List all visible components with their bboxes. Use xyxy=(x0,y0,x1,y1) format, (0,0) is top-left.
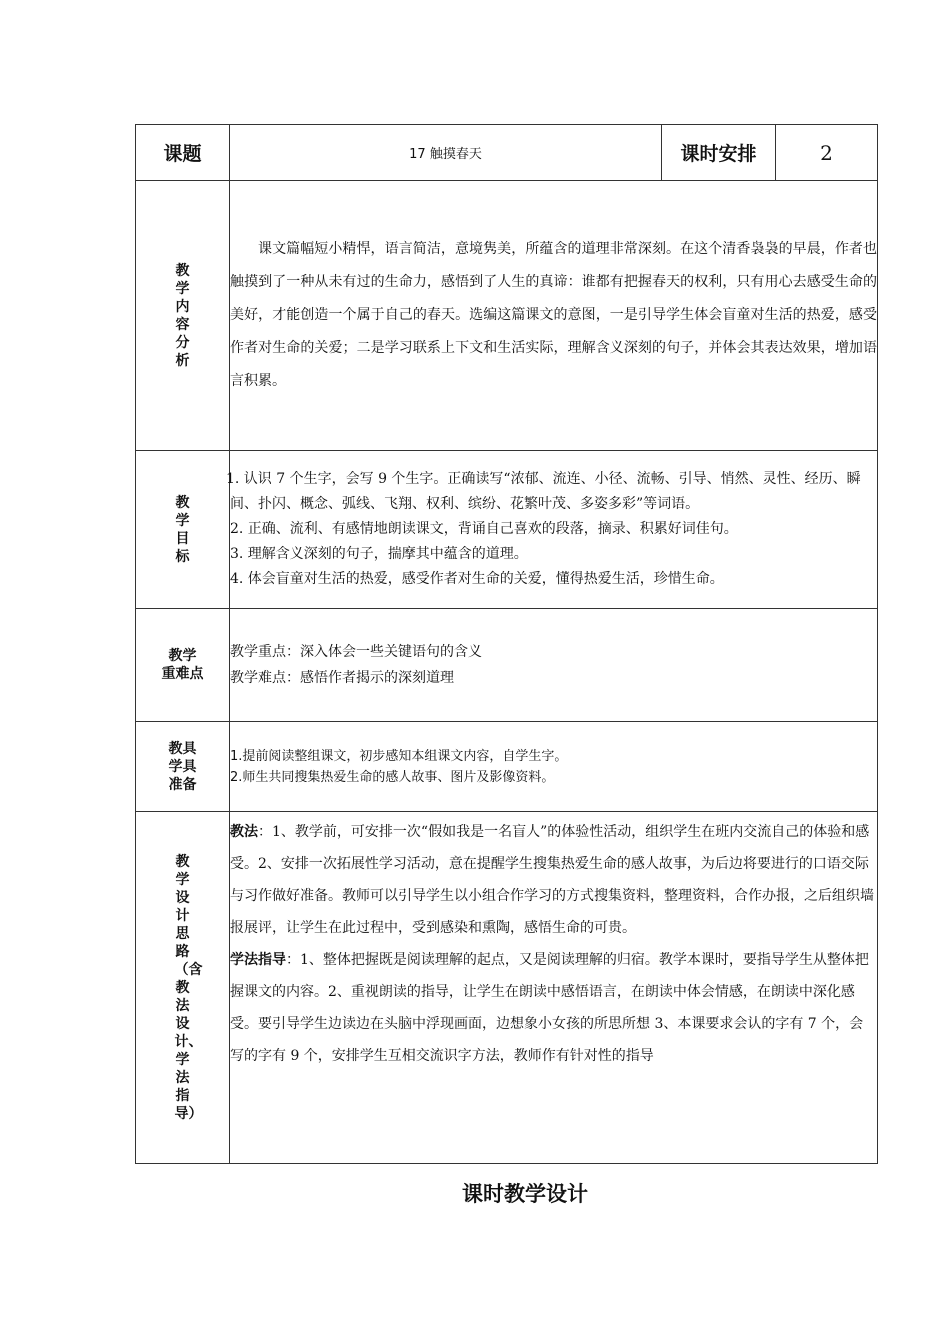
preparation-item: 2.师生共同搜集热爱生命的感人故事、图片及影像资料。 xyxy=(230,769,555,785)
preparation-label-2: 学具 xyxy=(168,758,197,775)
key-points-label-1: 教学 xyxy=(168,648,197,664)
teaching-method-label: 教法 xyxy=(230,824,258,840)
subject-value: 17 触摸春天 xyxy=(230,125,662,181)
lesson-plan-table xyxy=(135,124,878,1164)
methods-label: 教学设计思路（含教法设计、学法指导） xyxy=(174,853,203,1122)
subject-label: 课题 xyxy=(136,125,230,181)
key-points-row xyxy=(136,609,878,722)
key-point-difficulty: 教学难点：感悟作者揭示的深刻道理 xyxy=(230,670,454,686)
analysis-text: 课文篇幅短小精悍，语言简洁，意境隽美，所蕴含的道理非常深刻。在这个清香袅袅的早晨，作者也触摸到了一种从未有过的生命力，感悟到了人生的真谛：谁都有把握春天的权利，只有用心去感受生命的美好，才能创造一个属于自己的春天。选编这篇课文的意图，一是引导学生体会盲童对生活的热爱，感受作者对生命的关爱；二是学习联系上下文和生活实际，理解含义深刻的句子，并体会其表达效果，增加语言积累。 xyxy=(230,241,877,389)
analysis-row xyxy=(136,181,878,451)
schedule-label: 课时安排 xyxy=(662,125,776,181)
schedule-value: 2 xyxy=(776,125,878,181)
key-points-label-2: 重难点 xyxy=(161,666,204,682)
goals-label: 教学目标 xyxy=(175,494,190,565)
preparation-row xyxy=(136,722,878,812)
goal-item: 2. 正确、流利、有感情地朗读课文，背诵自己喜欢的段落，摘录、积累好词佳句。 xyxy=(230,521,738,537)
key-point-focus: 教学重点：深入体会一些关键语句的含义 xyxy=(230,644,482,660)
learning-method xyxy=(230,944,877,1072)
learning-method-text: ：1、整体把握既是阅读理解的起点，又是阅读理解的归宿。教学本课时，要指导学生从整体把握课文的内容。2、重视朗读的指导，让学生在朗读中感悟语言，在朗读中体会情感，在朗读中深化感受。要引导学生边读边在头脑中浮现画面，边想象小女孩的所思所想 3、本课要求会认的字有 7 个，会写的字有 9 个，安排学生互相交流识字方法，教师作有针对性的指导 xyxy=(230,952,869,1064)
header-row xyxy=(136,125,878,181)
goals-row xyxy=(136,451,878,609)
goal-item: 1. 认识 7 个生字，会写 9 个生字。正确读写“浓郁、流连、小径、流畅、引导、悄然、灵性、经历、瞬间、扑闪、概念、弧线、飞翔、权利、缤纷、花繁叶茂、多姿多彩”等词语。 xyxy=(226,471,861,512)
preparation-item: 1.提前阅读整组课文，初步感知本组课文内容，自学生字。 xyxy=(230,748,568,764)
goal-item: 4. 体会盲童对生活的热爱，感受作者对生命的关爱，懂得热爱生活，珍惜生命。 xyxy=(230,571,724,587)
preparation-label-3: 准备 xyxy=(168,776,197,793)
learning-method-label: 学法指导 xyxy=(230,952,286,968)
methods-row xyxy=(136,812,878,1164)
teaching-method xyxy=(230,812,877,944)
goal-item: 3. 理解含义深刻的句子，揣摩其中蕴含的道理。 xyxy=(230,546,528,562)
teaching-method-text: ：1、教学前，可安排一次“假如我是一名盲人”的体验性活动，组织学生在班内交流自己的体验和感受。2、安排一次拓展性学习活动，意在提醒学生搜集热爱生命的感人故事，为后边将要进行的口语交际与习作做好准备。教师可以引导学生以小组合作学习的方式搜集资料，整理资料，合作办报，之后组织墙报展评，让学生在此过程中，受到感染和熏陶，感悟生命的可贵。 xyxy=(230,824,874,936)
preparation-label-1: 教具 xyxy=(168,740,197,757)
analysis-label: 教学内容分析 xyxy=(175,262,190,369)
section-title: 课时教学设计 xyxy=(462,1182,588,1206)
